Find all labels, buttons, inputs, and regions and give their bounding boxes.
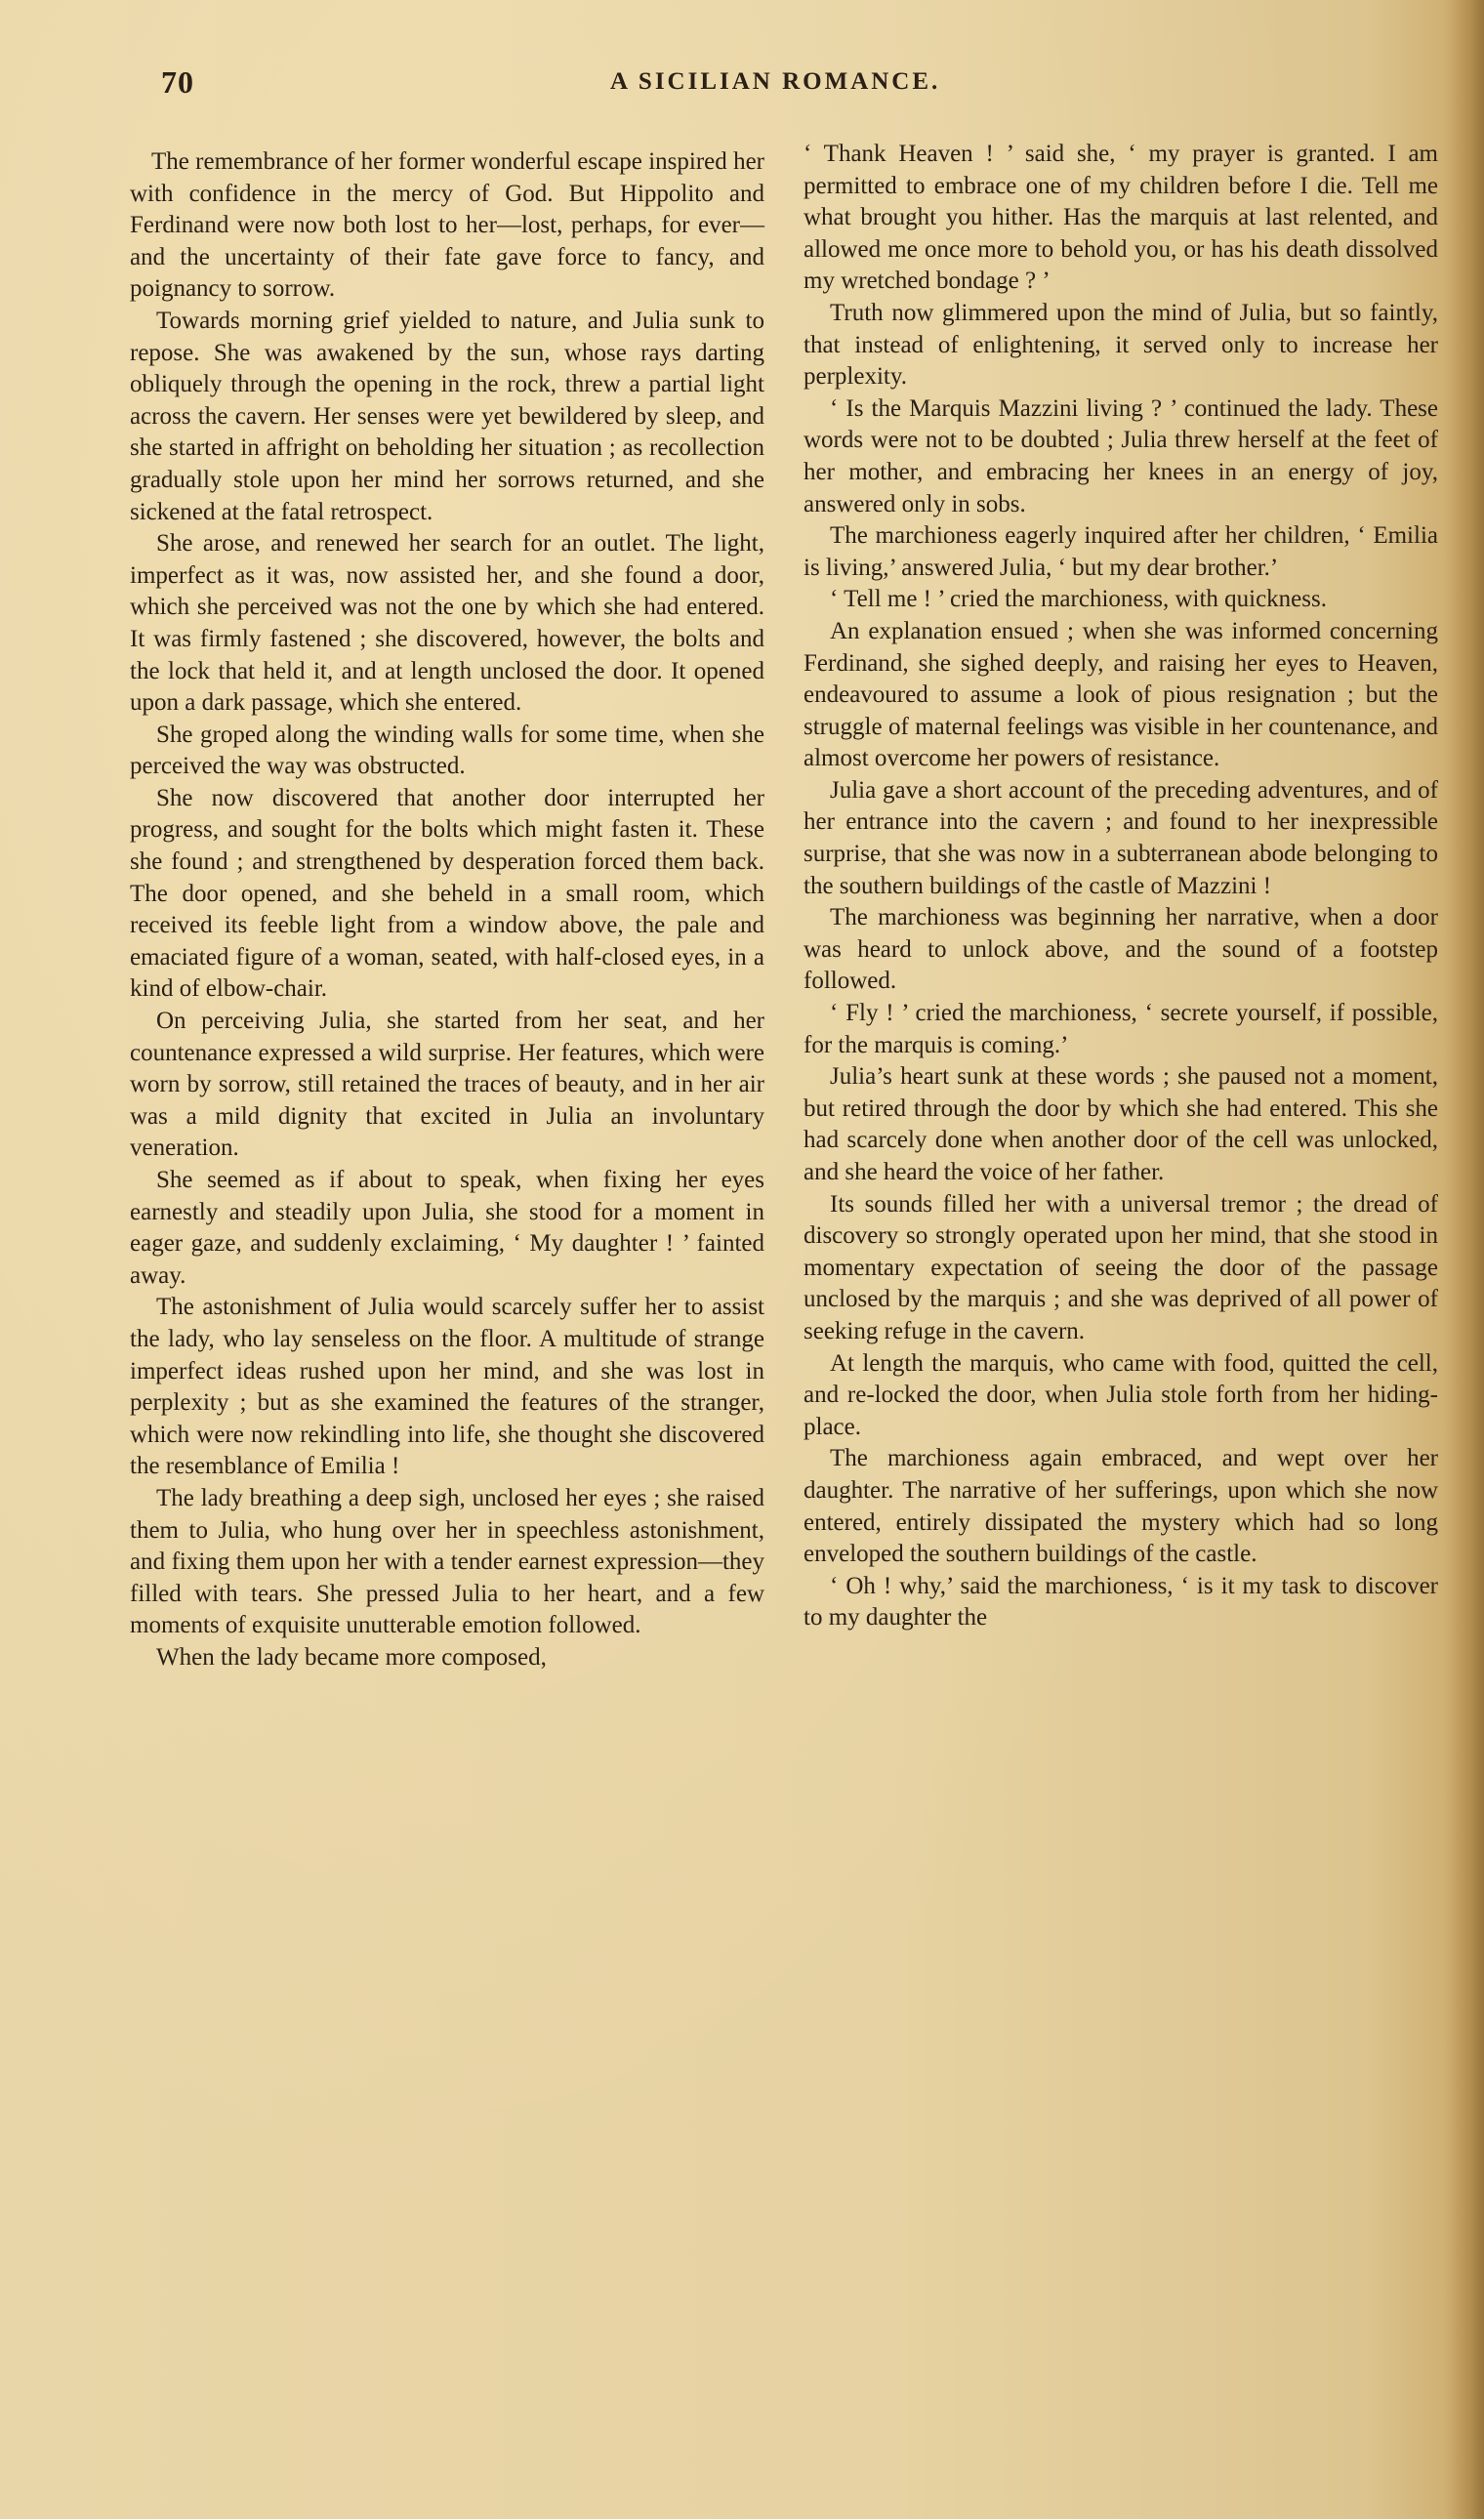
paragraph: She now discovered that another door interrupted her progress, and sought for the bolts which might fasten it. These she found ; and strengthened by desperation forced them back. The door opened, and she beheld in a small room, which received its feeble light from a window above, the pale and emaciated figure of a woman, seated, with half-closed eyes, in a kind of elbow-chair. (130, 784, 764, 1003)
right-column (804, 139, 1438, 1634)
running-title: A SICILIAN ROMANCE. (610, 68, 941, 95)
paragraph: The marchioness was beginning her narrative, when a door was heard to unlock above, and the sound of a footstep followed. (804, 904, 1438, 995)
paragraph: The lady breathing a deep sigh, unclosed her eyes ; she raised them to Julia, who hung over her in speechless astonishment, and fixing them upon her with a tender earnest expression—they filled with tears. She pressed Julia to her heart, and a few moments of exquisite unutterable emotion followed. (130, 1484, 764, 1639)
paragraph: ‘ Is the Marquis Mazzini living ? ’ continued the lady. These words were not to be doubted ; Julia threw herself at the feet of her mother, and embracing her knees in an energy of joy, answered only in sobs. (804, 394, 1438, 517)
paragraph: The astonishment of Julia would scarcely suffer her to assist the lady, who lay senseless on the floor. A multitude of strange imperfect ideas rushed upon her mind, and she was lost in perplexity ; but as she examined the features of the stranger, which were now rekindling into life, she thought she discovered the resemblance of Emilia ! (130, 1294, 764, 1480)
paragraph: Truth now glimmered upon the mind of Julia, but so faintly, that instead of enlightening, it served only to increase her perplexity. (804, 299, 1438, 391)
paragraph: Towards morning grief yielded to nature, and Julia sunk to repose. She was awakened by the sun, whose rays darting obliquely through the opening in the rock, threw a partial light across the cavern. Her senses were yet bewildered by sleep, and she started in affright on beholding her situation ; as recollection gradually stole upon her mind her sorrows returned, and she sickened at the fatal retrospect. (130, 307, 764, 525)
page-header (161, 64, 1460, 103)
paragraph: Julia gave a short account of the preceding adventures, and of her entrance into the cavern ; and found to her inexpressible surprise, that she was now in a subterranean abode belonging to the southern buildings of the castle of Mazzini ! (804, 776, 1438, 899)
left-column (130, 146, 764, 1674)
paragraph: The remembrance of her former wonderful escape inspired her with confidence in the mercy of God. But Hippolito and Ferdinand were now both lost to her—lost, perhaps, for ever—and the uncertainty of their fate gave force to fancy, and poignancy to sorrow. (130, 148, 764, 303)
paragraph: She arose, and renewed her search for an outlet. The light, imperfect as it was, now assisted her, and she found a door, which she perceived was not the one by which she had entered. It was firmly fastened ; she discovered, however, the bolts and the lock that held it, and at length unclosed the door. It opened upon a dark passage, which she entered. (130, 530, 764, 717)
paragraph: The marchioness again embraced, and wept over her daughter. The narrative of her sufferings, upon which she now entered, entirely dissipated the mystery which had so long enveloped the southern buildings of the castle. (804, 1445, 1438, 1568)
paragraph: ‘ Tell me ! ’ cried the marchioness, with quickness. (830, 586, 1327, 613)
paragraph: She seemed as if about to speak, when fixing her eyes earnestly and steadily upon Julia, she stood for a moment in eager gaze, and suddenly exclaiming, ‘ My daughter ! ’ fainted away. (130, 1167, 764, 1289)
paragraph: Julia’s heart sunk at these words ; she paused not a moment, but retired through the door by which she had entered. This she had scarcely done when another door of the cell was unlocked, and she heard the voice of her father. (804, 1063, 1438, 1185)
paragraph: ‘ Oh ! why,’ said the marchioness, ‘ is it my task to discover to my daughter the (804, 1572, 1438, 1631)
paragraph: Its sounds filled her with a universal tremor ; the dread of discovery so strongly operated upon her mind, that she stood in momentary expectation of seeing the door of the passage unclosed by the marquis ; and she was deprived of all power of seeking refuge in the cavern. (804, 1190, 1438, 1344)
paragraph: On perceiving Julia, she started from her seat, and her countenance expressed a wild surprise. Her features, which were worn by sorrow, still retained the traces of beauty, and in her air was a mild dignity that excited in Julia an involuntary veneration. (130, 1008, 764, 1162)
paragraph: At length the marquis, who came with food, quitted the cell, and re-locked the door, when Julia stole forth from her hiding-place. (804, 1349, 1438, 1440)
page-spine-shadow (1445, 0, 1484, 2519)
paragraph: ‘ Thank Heaven ! ’ said she, ‘ my prayer is granted. I am permitted to embrace one of my children before I die. Tell me what brought you hither. Has the marquis at last relented, and allowed me once more to behold you, or has his death dissolved my wretched bondage ? ’ (804, 141, 1438, 295)
paragraph: She groped along the winding walls for some time, when she perceived the way was obstructed. (130, 721, 764, 780)
paragraph: The marchioness eagerly inquired after her children, ‘ Emilia is living,’ answered Julia, ‘ but my dear brother.’ (804, 522, 1438, 581)
paragraph: ‘ Fly ! ’ cried the marchioness, ‘ secrete yourself, if possible, for the marquis is coming.’ (804, 1000, 1438, 1058)
paragraph: An explanation ensued ; when she was informed concerning Ferdinand, she sighed deeply, and raising her eyes to Heaven, endeavoured to assume a look of pious resignation ; but the struggle of maternal feelings was visible in her countenance, and almost overcome her powers of resistance. (804, 617, 1438, 772)
paragraph: When the lady became more composed, (156, 1643, 547, 1671)
page-number: 70 (161, 64, 194, 100)
